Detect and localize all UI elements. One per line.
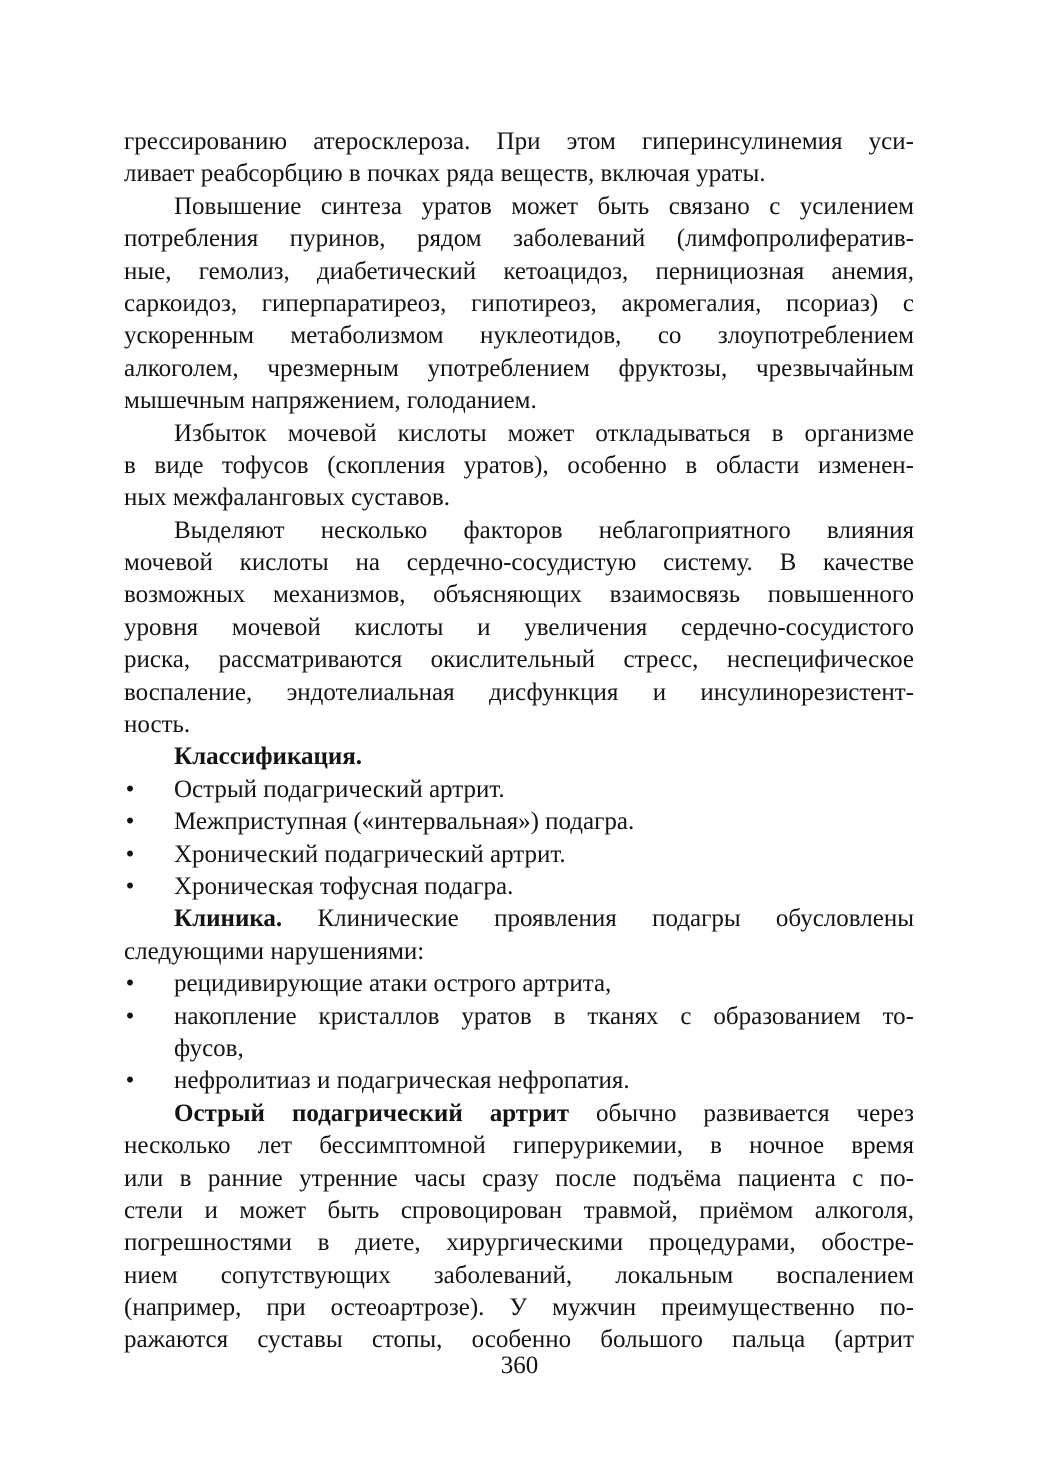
text-line: возможных механизмов, объясняющих взаимосвязь повышенного	[124, 581, 914, 609]
text-line: ливает реабсорбцию в почках ряда веществ, включая ураты.	[124, 160, 766, 188]
text-line: саркоидоз, гиперпаратиреоз, гипотиреоз, акромегалия, псориаз) с	[124, 289, 914, 317]
text-run: обычно развивается через	[595, 1099, 914, 1127]
list-item-text: Хроническая тофусная подагра.	[174, 872, 514, 900]
section-heading-classification: Классификация.	[174, 743, 363, 771]
list-item-continuation: фусов,	[174, 1034, 244, 1062]
list-item	[124, 968, 914, 1000]
page-number: 360	[500, 1352, 539, 1379]
text-line: погрешностями в диете, хирургическими процедурами, обостре-	[124, 1229, 914, 1257]
text-line: воспаление, эндотелиальная дисфункция и инсулинорезистент-	[124, 678, 914, 706]
list-item	[124, 1065, 914, 1097]
list-item-text: Острый подагрический артрит.	[174, 775, 505, 803]
bullet-marker: •	[125, 1002, 135, 1030]
section-heading-clinic: Клиника.	[174, 905, 283, 933]
page-text	[124, 126, 914, 1357]
list-item	[124, 1001, 914, 1033]
list-item	[124, 774, 914, 806]
text-line: ражаются суставы стопы, особенно большого пальца (артрит	[124, 1326, 914, 1354]
text-line: Повышение синтеза уратов может быть связано с усилением	[174, 192, 914, 220]
text-line: ные, гемолиз, диабетический кетоацидоз, пернициозная анемия,	[124, 257, 914, 285]
list-item-text: нефролитиаз и подагрическая нефропатия.	[174, 1067, 630, 1095]
bullet-marker: •	[125, 775, 135, 803]
text-line: риска, рассматриваются окислительный стресс, неспецифическое	[124, 646, 914, 674]
text-line: стели и может быть спровоцирован травмой, приёмом алкоголя,	[124, 1196, 914, 1224]
list-item	[124, 871, 914, 903]
text-line: нием сопутствующих заболеваний, локальным воспалением	[124, 1261, 914, 1289]
text-line	[124, 903, 914, 935]
text-line: мочевой кислоты на сердечно-сосудистую систему. В качестве	[124, 549, 914, 577]
text-line: ускоренным метаболизмом нуклеотидов, со злоупотреблением	[124, 322, 914, 350]
bullet-marker: •	[125, 872, 135, 900]
section-heading-acute-arthritis: Острый подагрический артрит	[174, 1099, 569, 1127]
text-line: уровня мочевой кислоты и увеличения сердечно-сосудистого	[124, 613, 914, 641]
bullet-marker: •	[125, 840, 135, 868]
list-item-text: накопление кристаллов уратов в тканях с образованием то-	[174, 1002, 914, 1030]
text-line: следующими нарушениями:	[124, 937, 425, 965]
text-line: Выделяют несколько факторов неблагоприятного влияния	[174, 516, 914, 544]
text-line: мышечным напряжением, голоданием.	[124, 387, 537, 415]
text-line	[124, 1098, 914, 1130]
text-line: (например, при остеоартрозе). У мужчин преимущественно по-	[124, 1294, 914, 1322]
text-line: алкоголем, чрезмерным употреблением фруктозы, чрезвычайным	[124, 354, 914, 382]
text-line: или в ранние утренние часы сразу после подъёма пациента с по-	[124, 1164, 914, 1192]
text-line: грессированию атеросклероза. При этом гиперинсулинемия уси-	[124, 128, 914, 155]
list-item-text: рецидивирующие атаки острого артрита,	[174, 970, 612, 998]
bullet-marker: •	[125, 970, 135, 998]
text-run: Клинические проявления подагры обусловлены	[317, 905, 914, 933]
text-line: несколько лет бессимптомной гиперурикемии, в ночное время	[124, 1132, 914, 1160]
list-item-text: Хронический подагрический артрит.	[174, 840, 566, 868]
text-line: ных межфаланговых суставов.	[124, 484, 450, 512]
list-item-text: Межприступная («интервальная») подагра.	[174, 808, 635, 836]
text-line: Избыток мочевой кислоты может откладываться в организме	[174, 419, 914, 447]
text-line: ность.	[124, 711, 191, 739]
list-item	[124, 806, 914, 838]
bullet-marker: •	[125, 1067, 135, 1095]
text-line: в виде тофусов (скопления уратов), особенно в области изменен-	[124, 451, 914, 479]
bullet-marker: •	[125, 808, 135, 836]
list-item	[124, 839, 914, 871]
text-line: потребления пуринов, рядом заболеваний (лимфопролифератив-	[124, 225, 914, 253]
